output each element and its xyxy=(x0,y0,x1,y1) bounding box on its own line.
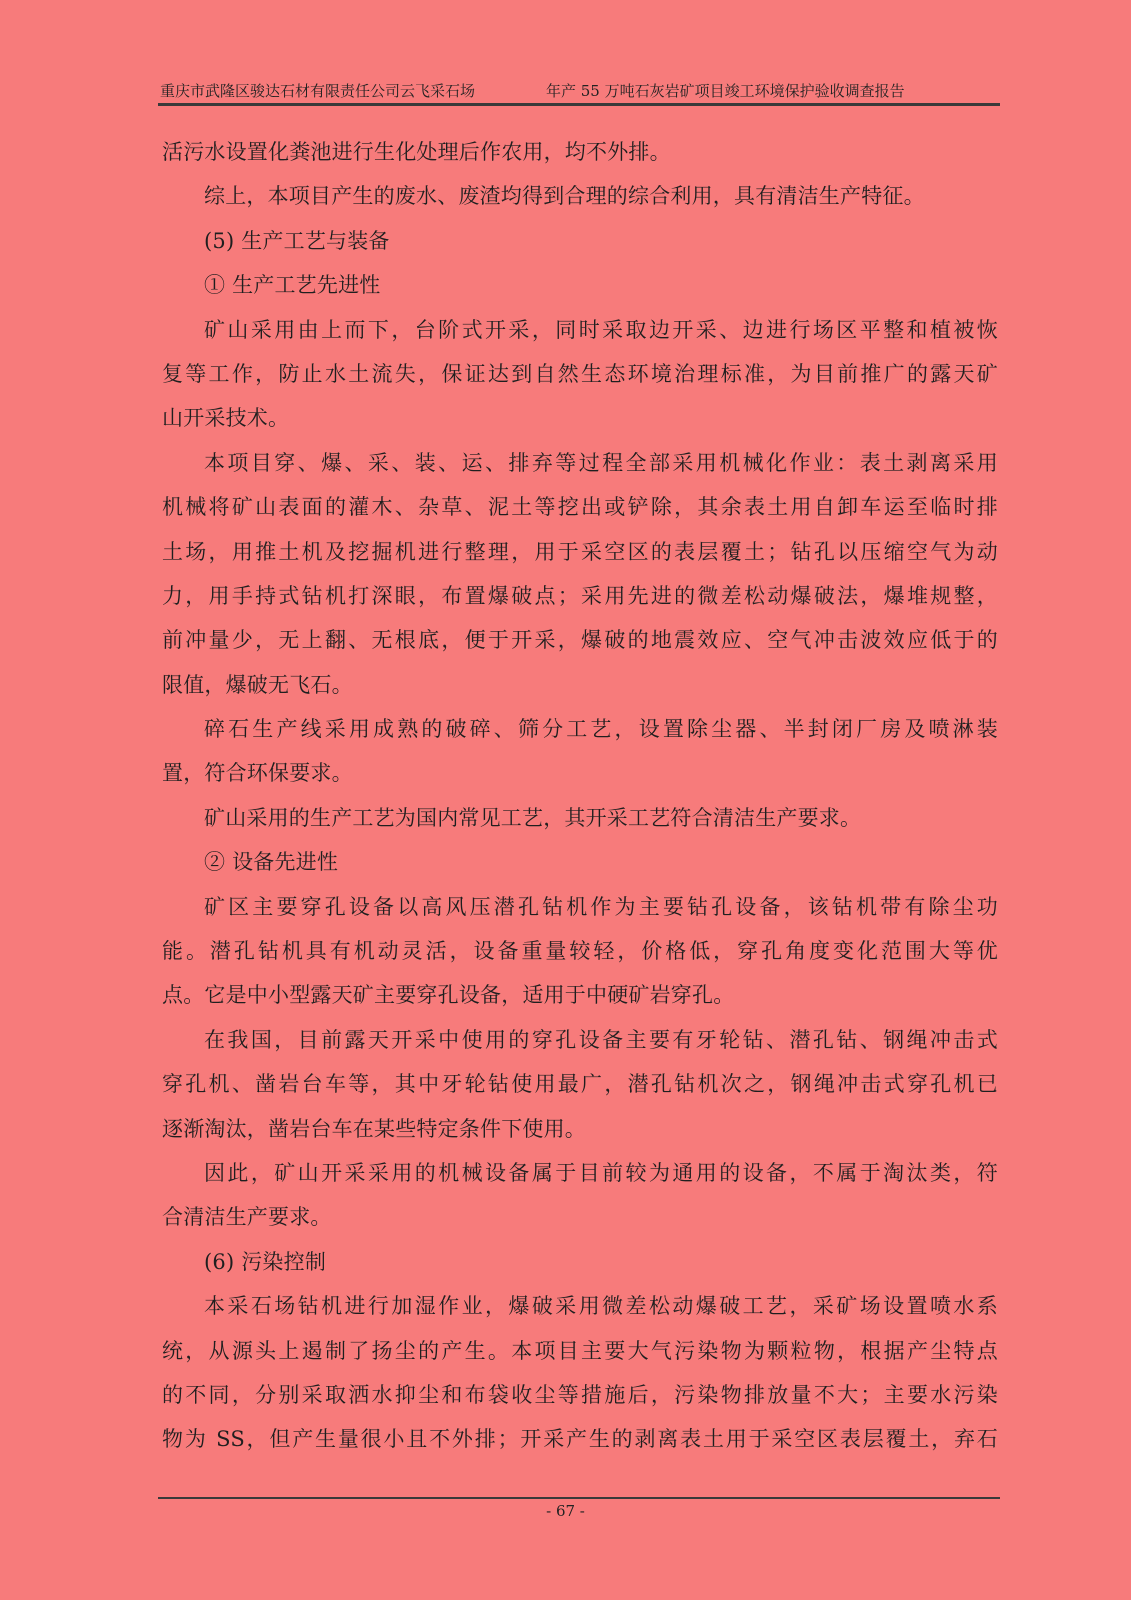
header-report-title: 年产 55 万吨石灰岩矿项目竣工环境保护验收调查报告 xyxy=(546,82,905,100)
text-line: 活污水设置化粪池进行生化处理后作农用，均不外排。 xyxy=(162,140,671,164)
text-line: 矿区主要穿孔设备以高风压潜孔钻机作为主要钻孔设备，该钻机带有除尘功 xyxy=(204,894,998,919)
text-line: 综上，本项目产生的废水、废渣均得到合理的综合利用，具有清洁生产特征。 xyxy=(204,184,925,209)
text-line: 山开采技术。 xyxy=(162,406,290,431)
text-line: 本项目穿、爆、采、装、运、排弃等过程全部采用机械化作业：表土剥离采用 xyxy=(204,450,998,475)
text-line: 本采石场钻机进行加湿作业，爆破采用微差松动爆破工艺，采矿场设置喷水系 xyxy=(204,1294,998,1319)
subsection-heading: ② 设备先进性 xyxy=(204,850,339,875)
text-line: 合清洁生产要求。 xyxy=(162,1205,332,1230)
subsection-heading: ① 生产工艺先进性 xyxy=(204,273,381,298)
running-header xyxy=(160,79,1000,103)
text-line: 前冲量少，无上翻、无根底，便于开采，爆破的地震效应、空气冲击波效应低于的 xyxy=(162,628,998,653)
footer-rule xyxy=(158,1497,1000,1499)
text-line: 机械将矿山表面的灌木、杂草、泥土等挖出或铲除，其余表土用自卸车运至临时排 xyxy=(162,495,998,520)
section-heading: (6) 污染控制 xyxy=(204,1249,327,1274)
body-text xyxy=(162,130,998,1462)
text-line: 因此，矿山开采采用的机械设备属于目前较为通用的设备，不属于淘汰类，符 xyxy=(204,1160,998,1185)
text-line: 点。它是中小型露天矿主要穿孔设备，适用于中硬矿岩穿孔。 xyxy=(162,983,735,1008)
text-line: 置，符合环保要求。 xyxy=(162,761,353,786)
text-line: 土场，用推土机及挖掘机进行整理，用于采空区的表层覆土；钻孔以压缩空气为动 xyxy=(162,539,998,564)
text-line: 矿山采用由上而下，台阶式开采，同时采取边开采、边进行场区平整和植被恢 xyxy=(204,317,998,342)
text-line: 穿孔机、凿岩台车等，其中牙轮钻使用最广，潜孔钻机次之，钢绳冲击式穿孔机已 xyxy=(162,1072,998,1097)
text-line: 逐渐淘汰，凿岩台车在某些特定条件下使用。 xyxy=(162,1116,586,1141)
text-line: 限值，爆破无飞石。 xyxy=(162,672,353,697)
text-line: 矿山采用的生产工艺为国内常见工艺，其开采工艺符合清洁生产要求。 xyxy=(204,805,862,830)
text-line: 力，用手持式钻机打深眼，布置爆破点；采用先进的微差松动爆破法，爆堆规整， xyxy=(162,583,998,608)
text-line: 复等工作，防止水土流失，保证达到自然生态环境治理标准，为目前推广的露天矿 xyxy=(162,361,998,386)
text-line: 在我国，目前露天开采中使用的穿孔设备主要有牙轮钻、潜孔钻、钢绳冲击式 xyxy=(204,1027,998,1052)
header-company: 重庆市武隆区骏达石材有限责任公司云飞采石场 xyxy=(160,82,476,100)
text-line: 统，从源头上遏制了扬尘的产生。本项目主要大气污染物为颗粒物，根据产尘特点 xyxy=(162,1338,998,1363)
text-line: 碎石生产线采用成熟的破碎、筛分工艺，设置除尘器、半封闭厂房及喷淋装 xyxy=(204,717,998,742)
text-line: 的不同，分别采取洒水抑尘和布袋收尘等措施后，污染物排放量不大；主要水污染 xyxy=(162,1382,998,1407)
text-line: 物为 SS，但产生量很小且不外排；开采产生的剥离表土用于采空区表层覆土，弃石 xyxy=(162,1427,998,1452)
text-line: 能。潜孔钻机具有机动灵活，设备重量较轻，价格低，穿孔角度变化范围大等优 xyxy=(162,939,998,964)
header-rule xyxy=(158,103,1000,106)
section-heading: (5) 生产工艺与装备 xyxy=(204,228,390,253)
page-number: - 67 - xyxy=(546,1502,585,1520)
